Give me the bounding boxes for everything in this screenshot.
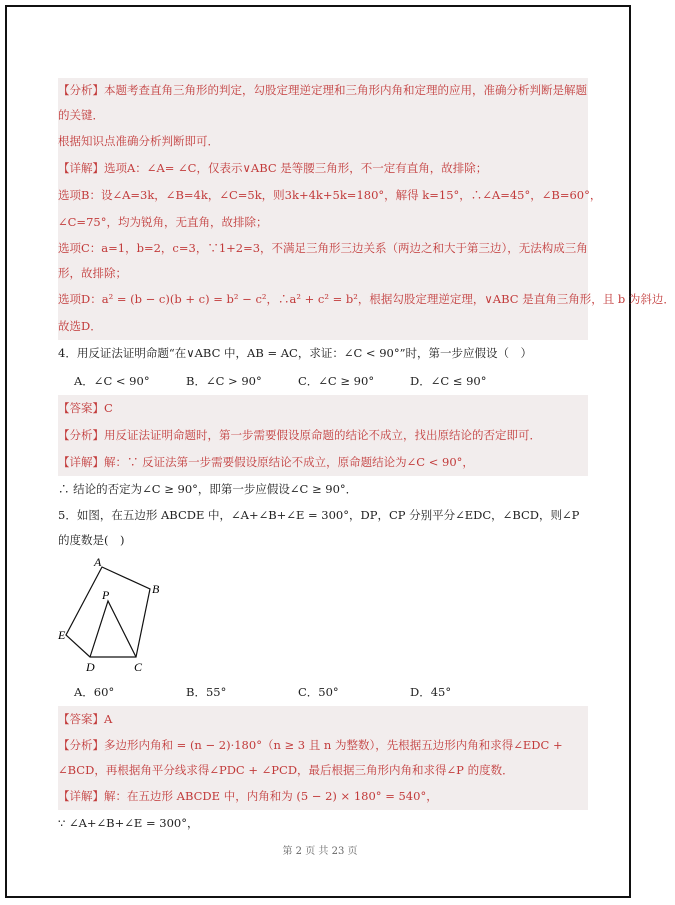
question-5-stem: 5．如图，在五边形 ABCDE 中，∠A+∠B+∠E = 300°，DP，CP 分别平分∠EDC，∠BCD，则∠P 的度数是( ): [58, 508, 580, 547]
question-5: [58, 503, 588, 706]
detail-option-d: 选项D：a² = (b − c)(b + c) = b² − c²，∴a² + c² = b²，根据勾股定理逆定理，∨ABC 是直角三角形，且 b 为斜边．: [58, 292, 675, 306]
choice-c: C．∠C ≥ 90°: [298, 374, 375, 388]
analysis-hint-line: 根据知识点准确分析判断即可．: [58, 134, 219, 148]
detail-option-b: 选项B：设∠A=3k，∠B=4k，∠C=5k，则3k+4k+5k=180°，解得 k=15°，∴∠A=45°，∠B=60°，: [58, 188, 602, 202]
question-5-choices: [58, 678, 588, 706]
detail-option-a: 【详解】选项A：∠A= ∠C，仅表示∨ABC 是等腰三角形，不一定有直角，故排除；: [58, 161, 488, 175]
label-e: E: [58, 628, 66, 642]
answer-line: 【答案】C: [58, 401, 113, 415]
detail-line: 【详解】解：在五边形 ABCDE 中，内角和为 (5 − 2) × 180° = 540°，: [58, 789, 438, 803]
choice-b: B．55°: [186, 685, 227, 699]
pentagon-figure: [58, 553, 588, 678]
label-p: P: [102, 588, 110, 602]
detail-conclusion: 故选D．: [58, 319, 102, 333]
detail-line-2: ∴ 结论的否定为∠C ≥ 90°，即第一步应假设∠C ≥ 90°．: [58, 482, 358, 496]
label-a: A: [94, 555, 102, 569]
solution-block-q5: [58, 706, 588, 810]
choice-d: D．45°: [410, 685, 452, 699]
question-4: [58, 340, 588, 395]
analysis-line: 【分析】多边形内角和 = (n − 2)·180°（n ≥ 3 且 n 为整数），先根据五边形内角和求得∠EDC + ∠BCD，再根据角平分线求得∠PDC + ∠PCD，最后根据三角形内角和求得∠P 的度数．: [58, 738, 563, 777]
page-footer: 第 2 页 共 23 页: [282, 846, 358, 857]
analysis-line: 【分析】本题考查直角三角形的判定，勾股定理逆定理和三角形内角和定理的应用，准确分析判断是解题的关键．: [58, 83, 587, 122]
detail-option-b-cont: ∠C=75°，均为锐角，无直角，故排除；: [58, 215, 268, 229]
choice-c: C．50°: [298, 685, 339, 699]
answer-line: 【答案】A: [58, 712, 113, 726]
choice-d: D．∠C ≤ 90°: [410, 374, 487, 388]
choice-a: A．60°: [74, 685, 115, 699]
solution-block-q4: [58, 395, 588, 476]
question-4-choices: [58, 367, 588, 395]
choice-b: B．∠C > 90°: [186, 374, 262, 388]
pentagon-diagram: [58, 557, 168, 675]
label-b: B: [152, 582, 160, 596]
analysis-line: 【分析】用反证法证明命题时，第一步需要假设原命题的结论不成立，找出原结论的否定即可．: [58, 428, 541, 442]
choice-a: A．∠C < 90°: [74, 374, 150, 388]
detail-option-c: 选项C：a=1，b=2，c=3，∵1+2=3，不满足三角形三边关系（两边之和大于第三边），无法构成三角形，故排除；: [58, 241, 588, 280]
label-d: D: [86, 660, 95, 674]
detail-line-2: ∵ ∠A+∠B+∠E = 300°，: [58, 816, 199, 830]
detail-line: 【详解】解：∵ 反证法第一步需要假设原结论不成立，原命题结论为∠C < 90°，: [58, 455, 474, 469]
solution-block-q3: [58, 78, 675, 340]
question-4-stem: 4．用反证法证明命题“在∨ABC 中，AB = AC，求证：∠C < 90°”时，第一步应假设（ ）: [58, 346, 532, 360]
label-c: C: [134, 660, 143, 674]
page-content: [58, 78, 675, 837]
